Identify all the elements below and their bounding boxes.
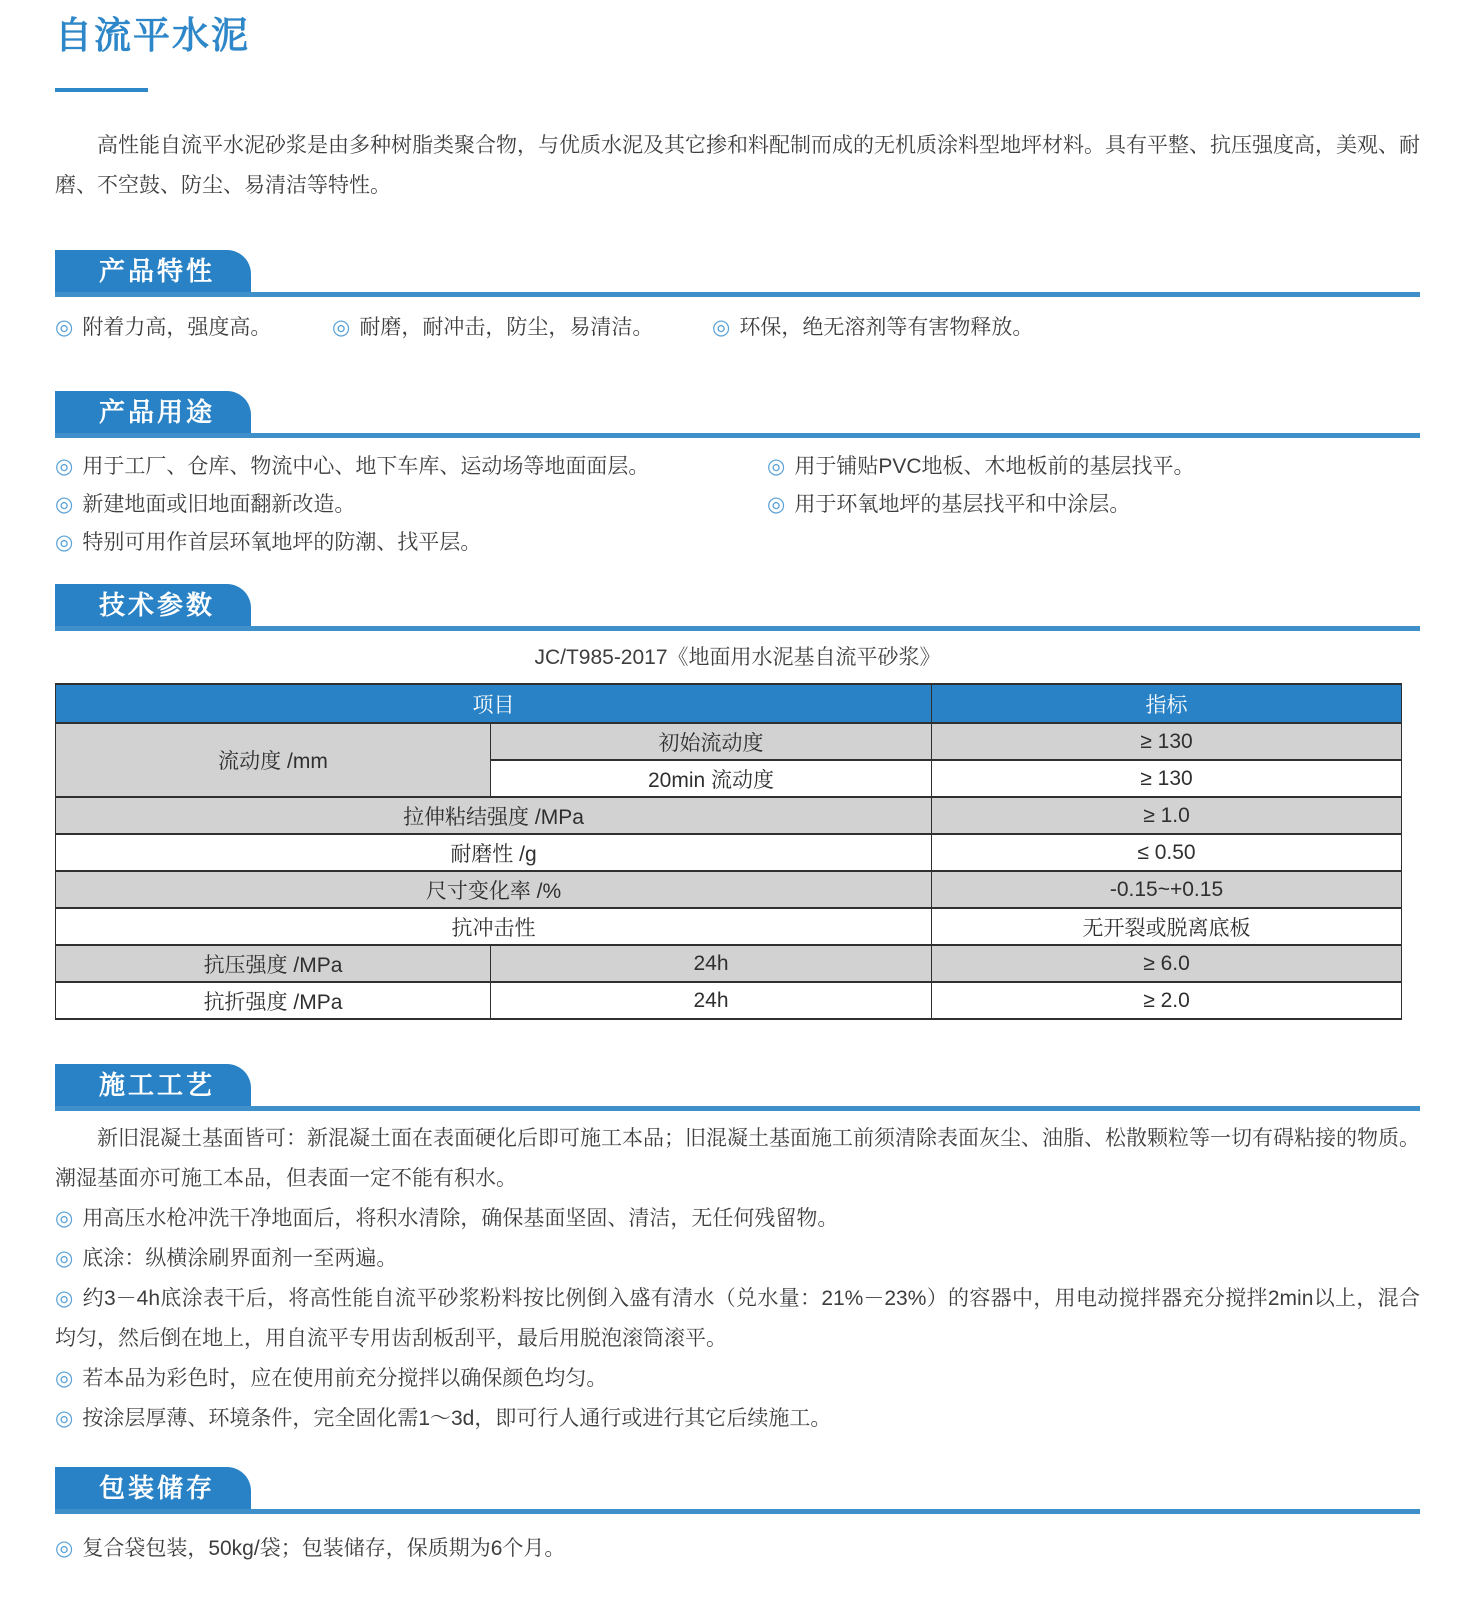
uses-left-column [55,448,767,562]
section-heading-process [55,1064,1420,1111]
cell-dimension-value: -0.15~+0.15 [932,871,1402,908]
feature-item [332,309,712,347]
tech-spec-table [55,683,1402,1020]
feature-text: 耐磨，耐冲击，防尘，易清洁。 [359,316,654,339]
cell-compressive-label: 抗压强度 /MPa [56,945,491,982]
cell-flexural-value: ≥ 2.0 [932,982,1402,1019]
double-circle-bullet-icon: ◎ [55,1537,74,1560]
use-text: 用于铺贴PVC地板、木地板前的基层找平。 [794,455,1195,478]
double-circle-bullet-icon: ◎ [55,1407,74,1430]
table-header-row [56,684,1402,723]
table-header-item: 项目 [56,684,932,723]
cell-abrasion-label: 耐磨性 /g [56,834,932,871]
cell-flow-label: 流动度 /mm [56,723,491,797]
section-heading-packaging [55,1467,1420,1514]
process-step [55,1279,1420,1359]
process-step-text: 若本品为彩色时，应在使用前充分搅拌以确保颜色均匀。 [82,1367,608,1390]
section-heading-tech [55,584,1420,631]
uses-right-column [767,448,1420,562]
cell-flow-initial: 初始流动度 [491,723,932,760]
double-circle-bullet-icon: ◎ [55,1207,74,1230]
double-circle-bullet-icon: ◎ [767,493,786,516]
section-tab-process: 施工工艺 [55,1064,251,1106]
tech-standard-caption: JC/T985-2017《地面用水泥基自流平砂浆》 [534,646,941,669]
feature-list [55,309,1420,347]
double-circle-bullet-icon: ◎ [712,316,731,339]
process-step [55,1199,1420,1239]
cell-abrasion-value: ≤ 0.50 [932,834,1402,871]
section-tab-features: 产品特性 [55,250,251,292]
table-row [56,871,1402,908]
cell-dimension-label: 尺寸变化率 /% [56,871,932,908]
process-step-text: 约3－4h底涂表干后，将高性能自流平砂浆粉料按比例倒入盛有清水（兑水量：21%－23%）的容器中，用电动搅拌器充分搅拌2min以上，混合均匀，然后倒在地上，用自流平专用齿刮板刮平，最后用脱泡滚筒滚平。 [55,1287,1420,1350]
use-item [55,524,767,562]
double-circle-bullet-icon: ◎ [55,531,74,554]
table-header-value: 指标 [932,684,1402,723]
page-title: 自流平水泥 [55,15,250,56]
cell-flow-initial-value: ≥ 130 [932,723,1402,760]
use-item [767,486,1420,524]
title-underline [55,88,148,92]
packaging-text: 复合袋包装，50kg/袋；包装储存，保质期为6个月。 [82,1537,566,1560]
process-step-text: 按涂层厚薄、环境条件，完全固化需1～3d，即可行人通行或进行其它后续施工。 [82,1407,832,1430]
feature-text: 环保，绝无溶剂等有害物释放。 [739,316,1034,339]
section-heading-uses [55,391,1420,438]
cell-compressive-sub: 24h [491,945,932,982]
double-circle-bullet-icon: ◎ [55,1367,74,1390]
use-text: 用于环氧地坪的基层找平和中涂层。 [794,493,1131,516]
cell-flow-20min: 20min 流动度 [491,760,932,797]
double-circle-bullet-icon: ◎ [55,1247,74,1270]
packaging-item [55,1530,1420,1568]
double-circle-bullet-icon: ◎ [55,316,74,339]
use-item [55,486,767,524]
use-text: 用于工厂、仓库、物流中心、地下车库、运动场等地面面层。 [82,455,650,478]
cell-compressive-value: ≥ 6.0 [932,945,1402,982]
cell-tensile-label: 拉伸粘结强度 /MPa [56,797,932,834]
table-row [56,797,1402,834]
uses-list [55,448,1420,562]
process-intro-paragraph: 新旧混凝土基面皆可：新混凝土面在表面硬化后即可施工本品；旧混凝土基面施工前须清除表面灰尘、油脂、松散颗粒等一切有碍粘接的物质。潮湿基面亦可施工本品，但表面一定不能有积水。 [55,1127,1420,1190]
process-step [55,1399,1420,1439]
double-circle-bullet-icon: ◎ [55,455,74,478]
use-item [767,448,1420,486]
section-tab-tech: 技术参数 [55,584,251,626]
table-row [56,723,1402,760]
use-text: 新建地面或旧地面翻新改造。 [82,493,356,516]
double-circle-bullet-icon: ◎ [332,316,351,339]
use-text: 特别可用作首层环氧地坪的防潮、找平层。 [82,531,482,554]
feature-text: 附着力高，强度高。 [82,316,272,339]
feature-item [712,309,1033,347]
process-step-text: 用高压水枪冲洗干净地面后，将积水清除，确保基面坚固、清洁，无任何残留物。 [82,1207,839,1230]
section-heading-features [55,250,1420,297]
table-row [56,834,1402,871]
use-item [55,448,767,486]
double-circle-bullet-icon: ◎ [55,1287,74,1310]
table-row [56,945,1402,982]
feature-item [55,309,332,347]
cell-impact-value: 无开裂或脱离底板 [932,908,1402,945]
table-row [56,908,1402,945]
process-step [55,1239,1420,1279]
cell-flexural-sub: 24h [491,982,932,1019]
cell-impact-label: 抗冲击性 [56,908,932,945]
double-circle-bullet-icon: ◎ [767,455,786,478]
section-tab-packaging: 包装储存 [55,1467,251,1509]
process-step-list [55,1199,1420,1439]
table-row [56,982,1402,1019]
cell-flexural-label: 抗折强度 /MPa [56,982,491,1019]
cell-flow-20min-value: ≥ 130 [932,760,1402,797]
cell-tensile-value: ≥ 1.0 [932,797,1402,834]
section-tab-uses: 产品用途 [55,391,251,433]
process-step-text: 底涂：纵横涂刷界面剂一至两遍。 [82,1247,398,1270]
intro-paragraph: 高性能自流平水泥砂浆是由多种树脂类聚合物，与优质水泥及其它掺和料配制而成的无机质涂料型地坪材料。具有平整、抗压强度高，美观、耐磨、不空鼓、防尘、易清洁等特性。 [55,134,1420,197]
process-step [55,1359,1420,1399]
double-circle-bullet-icon: ◎ [55,493,74,516]
